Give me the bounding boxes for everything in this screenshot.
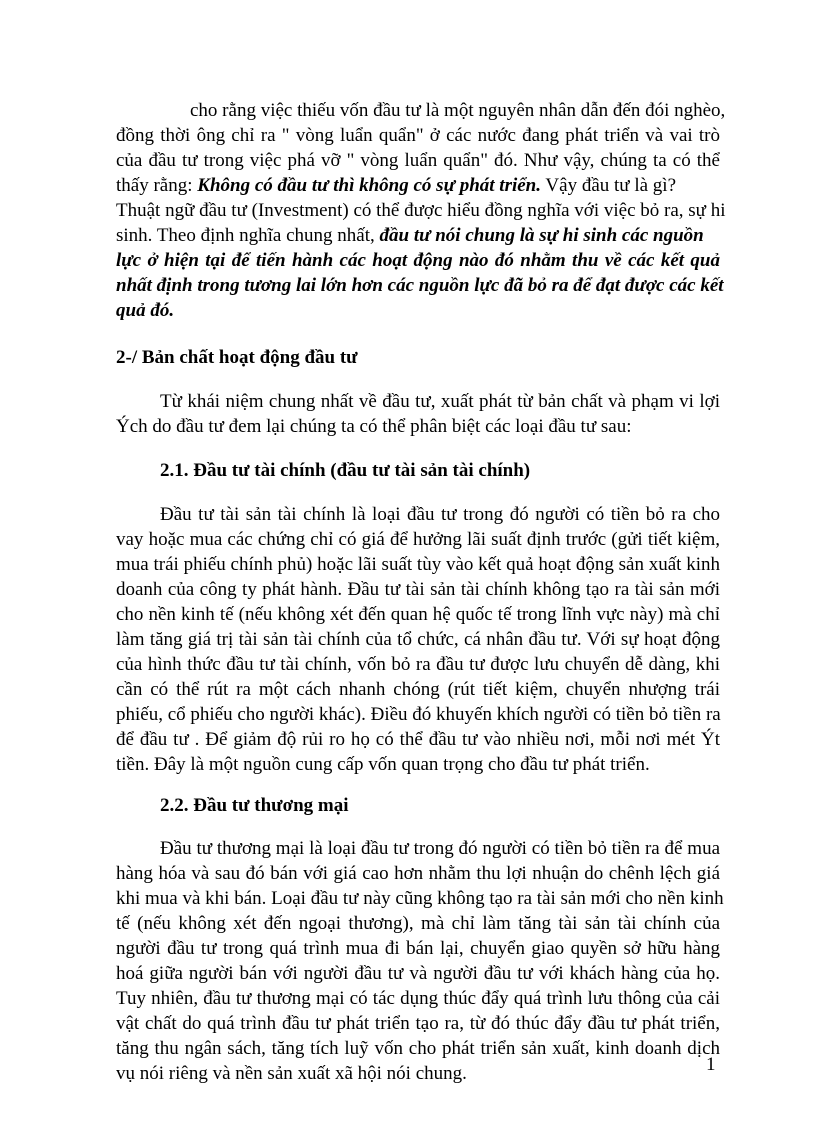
- paragraph-1-line-4-pre: thấy rằng:: [116, 175, 198, 196]
- paragraph-1-line-4-post: Vậy đầu tư là gì?: [541, 175, 677, 196]
- paragraph-1-line-1: cho rằng việc thiếu vốn đầu tư là một nguyên nhân dẫn đến đói nghèo,: [190, 100, 726, 121]
- paragraph-4-line-1: Đầu tư thương mại là loại đầu tư trong đó người có tiền bỏ tiền ra để mua: [160, 838, 720, 859]
- page-number: 1: [706, 1054, 716, 1075]
- paragraph-4-line-9: tăng thu ngân sách, tăng tích luỹ vốn cho phát triển sản xuất, kinh doanh dịch: [116, 1038, 720, 1059]
- paragraph-3-line-6: làm tăng giá trị tài sản tài chính của tổ chức, cá nhân đầu tư. Với sự hoạt động: [116, 629, 720, 650]
- paragraph-3-line-1: Đầu tư tài sản tài chính là loại đầu tư trong đó người có tiền bỏ ra cho: [160, 504, 720, 525]
- paragraph-4-line-10: vụ nói riêng và nền sản xuất xã hội nói chung.: [116, 1063, 467, 1084]
- paragraph-1-line-6-pre: sinh. Theo định nghĩa chung nhất,: [116, 225, 380, 246]
- paragraph-4-line-2: hàng hóa và sau đó bán với giá cao hơn nhằm thu lợi nhuận do chênh lệch giá: [116, 863, 720, 884]
- paragraph-4-line-7: Tuy nhiên, đầu tư thương mại có tác dụng thúc đẩy quá trình lưu thông của cải: [116, 988, 720, 1009]
- paragraph-3-line-8: cần có thể rút ra một cách nhanh chóng (rút tiết kiệm, chuyển nhượng trái: [116, 679, 720, 700]
- paragraph-1-line-3: của đầu tư trong việc phá vỡ " vòng luẩn quẩn" đó. Như vậy, chúng ta có thể: [116, 150, 720, 171]
- paragraph-2-line-2: Ých do đầu tư đem lại chúng ta có thể phân biệt các loại đầu tư sau:: [116, 416, 632, 437]
- paragraph-2-line-1: Từ khái niệm chung nhất về đầu tư, xuất phát từ bản chất và phạm vi lợi: [160, 391, 720, 412]
- paragraph-4-line-6: hoá giữa người bán với người đầu tư và người đầu tư với khách hàng của họ.: [116, 963, 720, 984]
- paragraph-3-line-3: mua trái phiếu chính phủ) hoặc lãi suất tùy vào kết quả hoạt động sản xuất kinh: [116, 554, 720, 575]
- paragraph-1-emphasis: Không có đầu tư thì không có sự phát triển.: [197, 175, 542, 196]
- paragraph-3-line-2: vay hoặc mua các chứng chỉ có giá để hưởng lãi suất định trước (gửi tiết kiệm,: [116, 529, 720, 550]
- paragraph-3-line-4: doanh của công ty phát hành. Đầu tư tài sản tài chính không tạo ra tài sản mới: [116, 579, 720, 600]
- paragraph-4-line-5: người đầu tư trong quá trình mua đi bán lại, chuyển giao quyền sở hữu hàng: [116, 938, 720, 959]
- paragraph-1-line-8: nhất định trong tương lai lớn hơn các nguồn lực đã bỏ ra để đạt được các kết: [116, 275, 724, 296]
- paragraph-3-line-10: để đầu tư . Để giảm độ rủi ro họ có thể đầu tư vào nhiều nơi, mỗi nơi mét Ýt: [116, 729, 720, 750]
- paragraph-1-line-2: đồng thời ông chỉ ra " vòng luẩn quẩn" ở các nước đang phát triển và vai trò: [116, 125, 720, 146]
- paragraph-4-line-8: vật chất do quá trình đầu tư phát triển tạo ra, từ đó thúc đẩy đầu tư phát triển,: [116, 1013, 720, 1034]
- paragraph-1-line-6: [116, 223, 720, 249]
- paragraph-3-line-5: cho nền kinh tế (nếu không xét đến quan hệ quốc tế trong lĩnh vực này) mà chỉ: [116, 604, 720, 625]
- paragraph-1-line-7: lực ở hiện tại để tiến hành các hoạt động nào đó nhằm thu về các kết quả: [116, 250, 720, 271]
- definition-emphasis: đầu tư nói chung là sự hi sinh các nguồn: [379, 225, 704, 246]
- paragraph-1-line-5: Thuật ngữ đầu tư (Investment) có thể được hiểu đồng nghĩa với việc bỏ ra, sự hi: [116, 200, 726, 221]
- paragraph-3-line-9: phiếu, cổ phiếu cho người khác). Điều đó khuyến khích người có tiền bỏ tiền ra: [116, 704, 721, 725]
- paragraph-4-line-3: khi mua và khi bán. Loại đầu tư này cũng không tạo ra tài sản mới cho nền kinh: [116, 888, 724, 909]
- section-2-heading: 2-/ Bản chất hoạt động đầu tư: [116, 347, 358, 368]
- paragraph-4-line-4: tế (nếu không xét đến ngoại thương), mà chỉ làm tăng tài sản tài chính của: [116, 913, 720, 934]
- subsection-2-1-heading: 2.1. Đầu tư tài chính (đầu tư tài sản tài chính): [160, 460, 531, 481]
- subsection-2-2-heading: 2.2. Đầu tư thương mại: [160, 795, 349, 816]
- paragraph-3-line-11: tiền. Đây là một nguồn cung cấp vốn quan trọng cho đầu tư phát triển.: [116, 754, 650, 775]
- paragraph-1-line-4: [116, 173, 720, 199]
- paragraph-1-line-9: quả đó.: [116, 300, 175, 321]
- paragraph-3-line-7: của hình thức đầu tư tài chính, vốn bỏ ra đầu tư được lưu chuyển dễ dàng, khi: [116, 654, 720, 675]
